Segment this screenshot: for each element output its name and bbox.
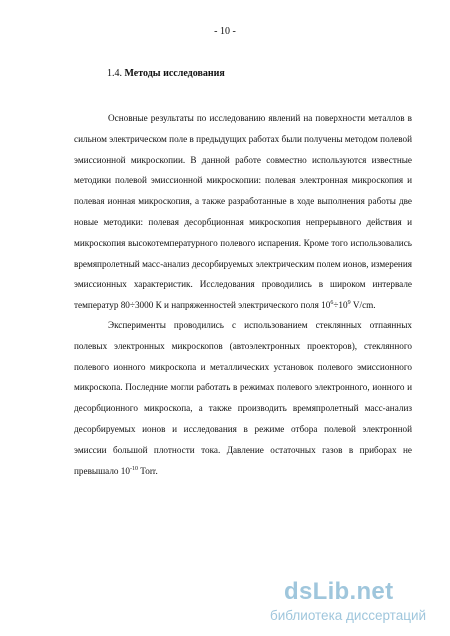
exponent: 9 <box>347 300 351 307</box>
paragraph-text: Эксперименты проводились с использованием стеклянных отпаянных полевых электронных микроскопов (автоэлектронных проекторов), стеклянного полевого ионного микроскопа и металлических установок полевого эмиссионного микроскопа. Последние могли работать в режимах полевого электронного, ионного и десорбционного микроскопа, а также производить времяпролетный масс-анализ десорбируемых ионов и исследования в режиме отбора полевой электронной эмиссии большой плотности тока. Давление остаточных газов в приборах не превышало 10 <box>74 320 412 476</box>
unit-text: V/cm. <box>350 300 376 311</box>
paragraph-methods-overview <box>74 108 412 316</box>
range-separator: ÷10 <box>333 300 348 311</box>
watermark-title: dsLib.net <box>284 578 394 605</box>
exponent: 6 <box>330 300 334 307</box>
watermark-subtitle: библиотека диссертаций <box>270 608 427 623</box>
paragraph-experiments <box>74 315 412 481</box>
section-heading <box>107 68 225 79</box>
watermark-logo <box>270 578 436 628</box>
paragraph-text: Основные результаты по исследованию явлений на поверхности металлов в сильном электрическом поле в предыдущих работах были получены методом полевой эмиссионной микроскопии. В данной работе совместно используются известные методики полевой эмиссионной микроскопии: полевая электронная микроскопия и полевая ионная микроскопия, а также разработанные в ходе выполнения работы две новые методики: полевая десорбционная микроскопия непрерывного действия и микроскопия высокотемпературного полевого испарения. Кроме того использовались времяпролетный масс-анализ десорбируемых электрическим полем ионов, измерения эмиссионных характеристик. Исследования проводились в широком интервале температур 80÷3000 К и напряженностей электрического поля 10 <box>74 113 412 311</box>
unit-text: Torr. <box>138 465 158 476</box>
section-title: Методы исследования <box>124 68 225 79</box>
exponent: -10 <box>130 465 138 472</box>
section-number: 1.4. <box>107 68 122 79</box>
page-number: - 10 - <box>214 26 236 37</box>
